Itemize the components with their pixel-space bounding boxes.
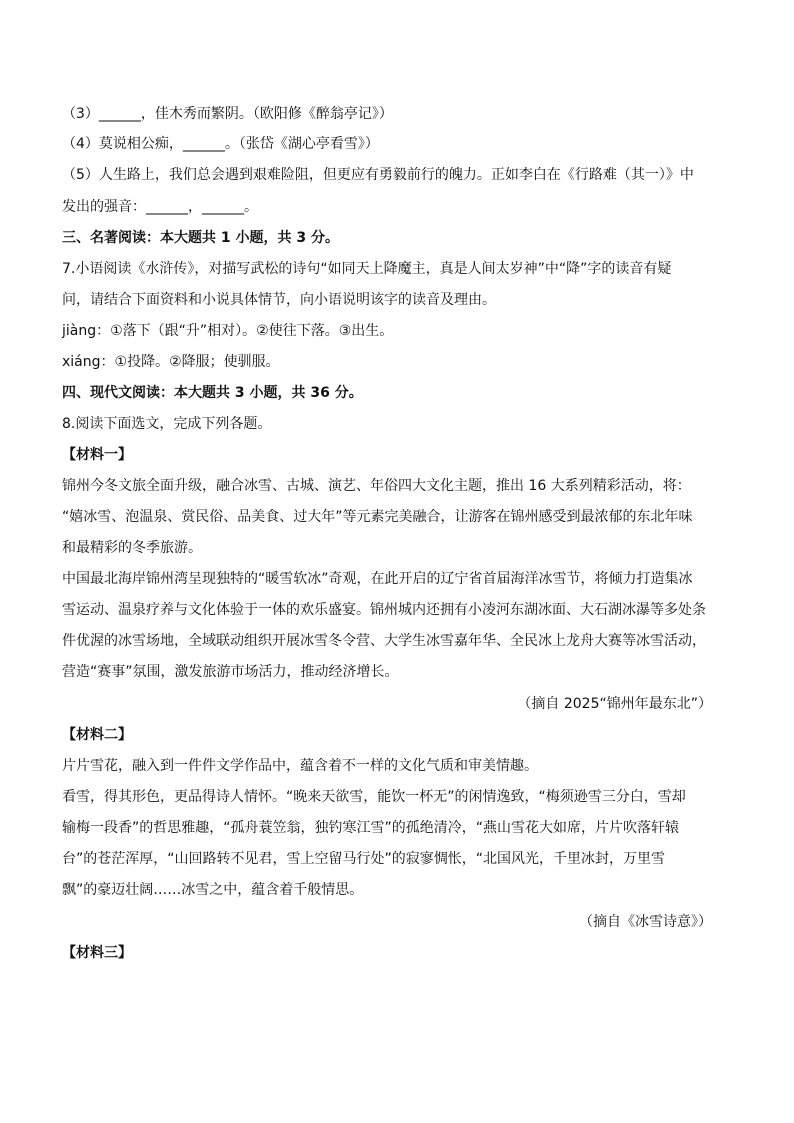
poem-line-5-cont: 发出的强音：______，______。	[62, 199, 258, 215]
section-four-heading: 四、现代文阅读：本大题共 3 小题，共 36 分。	[62, 385, 363, 401]
pronunciation-xiang: xiáng：①投降。②降服；使驯服。	[62, 354, 280, 370]
question-7-cont: 问，请结合下面资料和小说具体情节，向小语说明该字的读音及理由。	[62, 292, 496, 308]
material-two-p2-l4: 飘”的豪迈壮阔……冰雪之中，蕴含着千般情思。	[62, 882, 364, 898]
question-7: 7.小语阅读《水浒传》，对描写武松的诗句“如同天上降魔主，真是人间太岁神”中“降”字的读音有疑	[62, 261, 672, 277]
material-one-p1-l3: 和最精彩的冬季旅游。	[62, 540, 202, 556]
material-one-p2-l3: 件优渥的冰雪场地，全域联动组织开展冰雪冬令营、大学生冰雪嘉年华、全民冰上龙舟大赛等冰雪活动，	[62, 633, 706, 649]
poem-line-3: （3）______，佳木秀而繁阴。（欧阳修《醉翁亭记》）	[62, 106, 393, 122]
material-two-heading: 【材料二】	[62, 727, 132, 743]
material-three-heading: 【材料三】	[62, 945, 132, 961]
material-one-p1-l2: “嬉冰雪、泡温泉、赏民俗、品美食、过大年”等元素完美融合，让游客在锦州感受到最浓郁的东北年味	[62, 509, 693, 525]
material-two-source: （摘自《冰雪诗意》）	[579, 914, 712, 930]
material-two-p2-l3: 台”的苍茫浑厚，“山回路转不见君，雪上空留马行处”的寂寥惆怅，“北国风光，千里冰封，万里雪	[62, 851, 666, 867]
material-two-p1: 片片雪花，融入到一件件文学作品中，蕴含着不一样的文化气质和审美情趣。	[62, 758, 538, 774]
material-one-p2-l2: 雪运动、温泉疗养与文化体验于一体的欢乐盛宴。锦州城内还拥有小凌河东湖冰面、大石湖冰瀑等多处条	[62, 602, 706, 618]
pronunciation-jiang: jiàng：①落下（跟“升”相对）。②使往下落。③出生。	[62, 323, 394, 339]
material-one-p2-l4: 营造“赛事”氛围，激发旅游市场活力，推动经济增长。	[62, 664, 399, 680]
material-one-source: （摘自 2025“锦州年最东北”）	[517, 696, 712, 712]
section-three-heading: 三、名著阅读：本大题共 1 小题，共 3 分。	[62, 230, 339, 246]
material-one-p2-l1: 中国最北海岸锦州湾呈现独特的“暖雪软冰”奇观，在此开启的辽宁省首届海洋冰雪节，将倾力打造集冰	[62, 571, 693, 587]
question-8: 8.阅读下面选文，完成下列各题。	[62, 416, 272, 432]
material-two-p2-l1: 看雪，得其形色，更品得诗人情怀。“晚来天欲雪，能饮一杯无”的闲情逸致，“梅须逊雪三分白，雪却	[62, 789, 686, 805]
material-one-heading: 【材料一】	[62, 447, 132, 463]
material-one-p1-l1: 锦州今冬文旅全面升级，融合冰雪、古城、演艺、年俗四大文化主题，推出 16 大系列精彩活动，将：	[62, 478, 691, 494]
material-two-p2-l2: 输梅一段香”的哲思雅趣，“孤舟蓑笠翁，独钓寒江雪”的孤绝清冷，“燕山雪花大如席，片片吹落轩辕	[62, 820, 680, 836]
poem-line-4: （4）莫说相公痴，______。（张岱《湖心亭看雪》）	[62, 136, 379, 152]
poem-line-5: （5）人生路上，我们总会遇到艰难险阻，但更应有勇毅前行的魄力。正如李白在《行路难（其一）》中	[62, 167, 694, 183]
